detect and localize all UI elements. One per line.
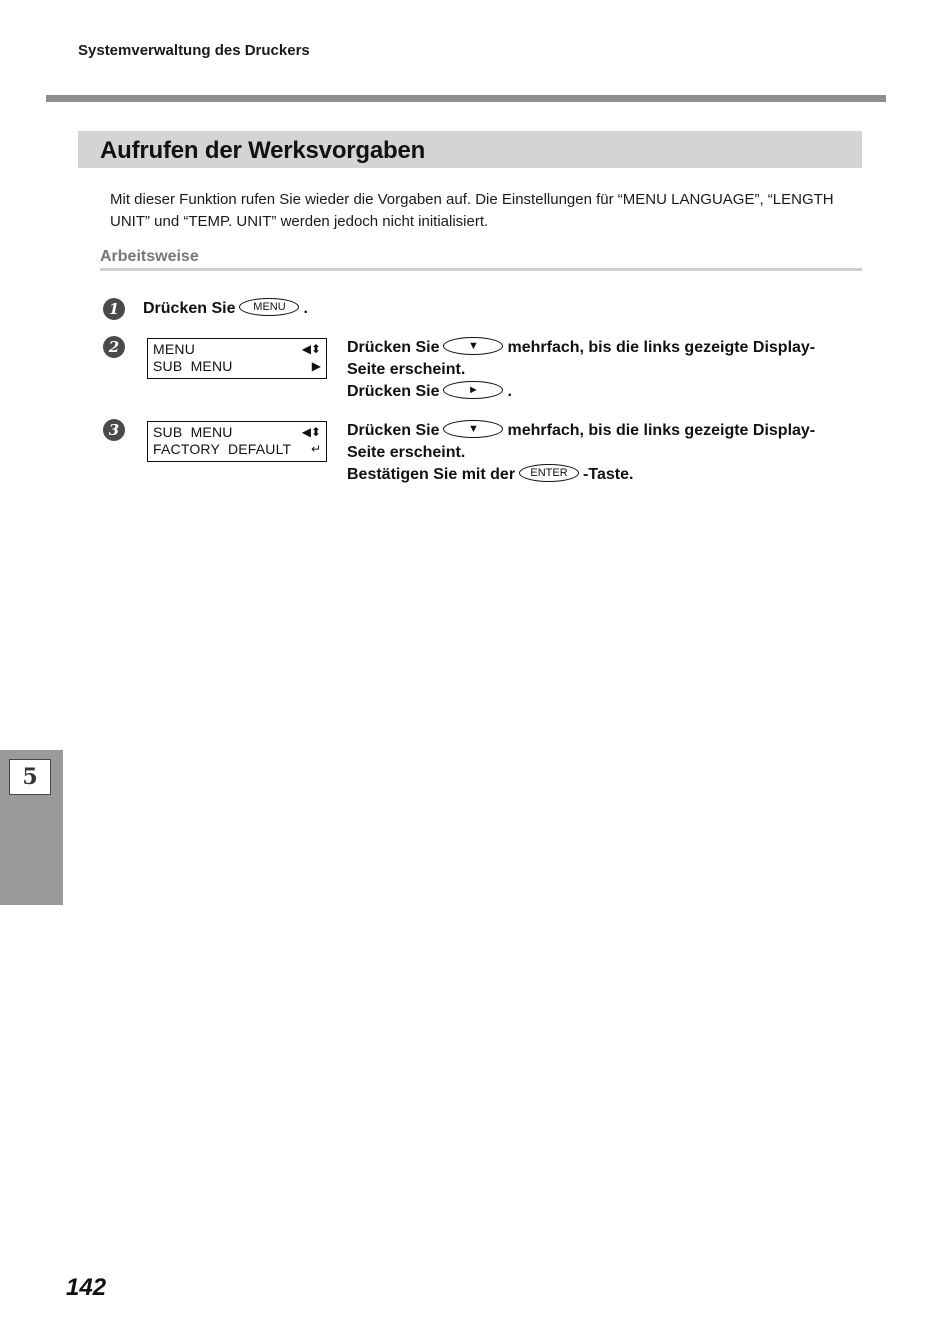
lcd-line-1: MENU xyxy=(153,341,196,357)
step-2-line-3-after: . xyxy=(507,383,512,400)
step-3-line-3-before: Bestätigen Sie mit der xyxy=(347,466,516,483)
step-2-line-1-before: Drücken Sie xyxy=(347,339,440,356)
top-rule xyxy=(46,95,886,102)
intro-line-1: Mit dieser Funktion rufen Sie wieder die Vorgaben auf. Die Einstellungen für “MENU LANGUAGE”, “LENGTH xyxy=(110,191,834,208)
intro-paragraph xyxy=(110,189,860,233)
menu-key-icon: MENU xyxy=(239,298,299,316)
step-number-1: 1 xyxy=(103,298,125,320)
chapter-number: 5 xyxy=(9,759,51,795)
running-head: Systemverwaltung des Druckers xyxy=(78,42,310,59)
lcd-line-2: SUB MENU xyxy=(153,358,233,374)
step-2-line-3 xyxy=(347,381,512,403)
section-title-box xyxy=(78,131,862,168)
section-title: Aufrufen der Werksvorgaben xyxy=(100,137,426,164)
left-updown-arrows-icon: ◀⬍ xyxy=(301,342,321,356)
step-3-line-1 xyxy=(347,420,815,442)
step-3-line-1-before: Drücken Sie xyxy=(347,422,440,439)
lcd-line-1: SUB MENU xyxy=(153,424,233,440)
lcd-display-step-2 xyxy=(147,338,327,379)
right-key-icon: ► xyxy=(443,381,503,399)
step-1-text-after: . xyxy=(303,300,308,317)
step-3-line-1-after: mehrfach, bis die links gezeigte Display- xyxy=(507,422,816,439)
step-1-text-before: Drücken Sie xyxy=(143,300,236,317)
lcd-display-step-3 xyxy=(147,421,327,462)
step-3-line-3 xyxy=(347,464,633,486)
enter-key-icon: ENTER xyxy=(519,464,579,482)
left-updown-arrows-icon: ◀⬍ xyxy=(301,425,321,439)
right-arrow-icon: ▶ xyxy=(311,359,321,373)
step-number-3: 3 xyxy=(103,419,125,441)
subhead-arbeitsweise: Arbeitsweise xyxy=(100,248,199,265)
lcd-line-2: FACTORY DEFAULT xyxy=(153,441,292,457)
page-number: 142 xyxy=(66,1274,107,1301)
step-2-line-3-before: Drücken Sie xyxy=(347,383,440,400)
down-key-icon: ▼ xyxy=(443,420,503,438)
step-2-line-1 xyxy=(347,337,815,359)
subhead-rule xyxy=(100,268,862,271)
step-1-text xyxy=(143,298,308,320)
step-number-2: 2 xyxy=(103,336,125,358)
step-3-line-3-after: -Taste. xyxy=(583,466,634,483)
chapter-tab xyxy=(0,750,63,905)
step-2-line-1-after: mehrfach, bis die links gezeigte Display- xyxy=(507,339,816,356)
enter-return-icon: ↵ xyxy=(310,442,321,456)
intro-line-2: UNIT” und “TEMP. UNIT” werden jedoch nicht initialisiert. xyxy=(110,213,489,230)
step-3-line-2: Seite erscheint. xyxy=(347,444,466,461)
down-key-icon: ▼ xyxy=(443,337,503,355)
step-2-line-2: Seite erscheint. xyxy=(347,361,466,378)
